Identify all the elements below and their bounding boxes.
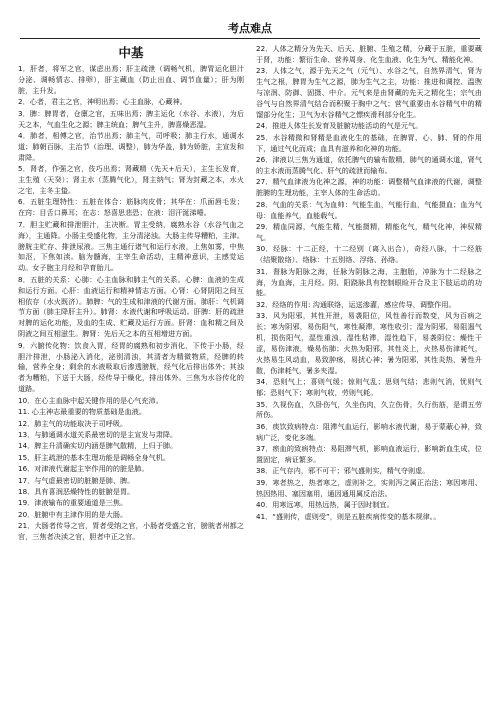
numbered-paragraph: 40．用寒远寒，用热远热，属于因时制宜。 <box>256 500 394 510</box>
numbered-paragraph: 21．大肠者传导之官，胃者受纳之官，小肠者受盛之官，膀胱者州都之官，三焦者决渎之官，胆者中正之官。 <box>18 521 244 542</box>
numbered-paragraph: 9．六腑传化物：饮食入胃，经胃的腐熟和初步消化，下传于小肠，经胆汁排泄，小肠泌入消化，泌别清浊，其清者为精微物质，经脾的转输，营养全身；剩余的水液吸取后渗透膀胱，经气化后排出体外；其浊者为糟粕，下送于大肠，经传导于燥化，排出体外。三焦为水谷传化的道路。 <box>18 340 244 394</box>
numbered-paragraph: 31．督脉为阳脉之海，任脉为阴脉之海，主胞胎，冲脉为十二经脉之海，为血海，主月经。阴、阳跷脉具有控制眼睑开合及主下肢运动的功能。 <box>256 266 482 298</box>
numbered-paragraph: 27．精气血津液为化神之源，神的功能：调整精气血津液的代谢，调整脏腑的生理功能，主宰人体的生命活动。 <box>256 177 482 198</box>
numbered-paragraph: 14．脾主升清确实切内涵是脾气散精，上归于肺。 <box>18 441 178 451</box>
numbered-paragraph: 41．“盛则传，虚则受”，则是五脏疾病传变的基本规律。。 <box>256 511 441 521</box>
numbered-paragraph: 20．脏腑中有主津作用的是大肠。 <box>18 509 128 519</box>
numbered-paragraph: 7．胆主贮藏和排泄胆汁，主决断。胃主受纳，腐熟水谷（水谷气血之海），主通降。小肠主受盛化物，主分清泌浊。大肠主传导糟粕，主津。膀胱主贮存、排泄尿液。三焦主通行诸气和运行水液，上焦如雾，中焦如沤，下焦如渎。脑为髓海，主宰生命活动，主精神意识，主感觉运动。女子胞主月经和孕育胎儿。 <box>18 219 244 273</box>
numbered-paragraph: 16．对津液代谢起主宰作用的的脏是肺。 <box>18 464 149 474</box>
numbered-paragraph: 37．瘀血的致病特点：易阻滞气机，影响血液运行，影响新血生成，位置固定，病证繁多。 <box>256 444 482 465</box>
right-column <box>256 44 482 522</box>
numbered-paragraph: 12．肺主气的功能取决于司呼吸。 <box>18 418 128 428</box>
numbered-paragraph: 26．津液以三焦为通道，依托脾气的输布散精，肺气的通调水道，肾气的主水液而蒸腾气化、肝气的疏泄而输布。 <box>256 155 482 175</box>
section-title: 中基 <box>118 45 144 60</box>
numbered-paragraph: 2．心者，君主之官，神明出焉；心主血脉，心藏神。 <box>18 97 187 107</box>
numbered-paragraph: 15．肝主疏泄的基本生理功能是调畅全身气机。 <box>18 452 170 462</box>
numbered-paragraph: 3．脾：脾胃者，仓廪之官，五味出焉；脾主运化（水谷、水液），为后天之本，气血生化之源；脾主统血；脾气主升，脾喜燥恶湿。 <box>18 108 244 129</box>
numbered-paragraph: 19．津液输布的重要通道是三焦。 <box>18 498 128 508</box>
numbered-paragraph: 5．肾者，作强之官，伎巧出焉；肾藏精（先天+后天），主生长发育，主生殖（天癸）；肾主水（蒸腾气化），肾主纳气；肾为封藏之本，水火之宅，主冬主蛰。 <box>18 164 244 195</box>
numbered-paragraph: 25．水谷精微和肾精是血液化生的基础，在脾胃、心、肺、肾的作用下，通过气化而成；血具有滋养和化神的功能。 <box>256 132 482 153</box>
left-paragraph-list <box>18 64 244 543</box>
numbered-paragraph: 39．寒者热之，热者寒之，虚则补之，实则泻之属正治法；寒因寒用、热因热用、塞因塞用，通因通用属反治法。 <box>256 477 482 498</box>
right-paragraph-list <box>256 44 482 522</box>
numbered-paragraph: 29．精血同源，气能生精，气能摄精，精能化气，精气化神，神驭精气。 <box>256 222 482 242</box>
numbered-paragraph: 11. 心主神志最重要的物质基础是血液。 <box>18 407 147 417</box>
numbered-paragraph: 24．推进人体生长发育及脏腑功能活动的气是元气。 <box>256 121 423 131</box>
numbered-paragraph: 6．五脏生理特性：五脏在体合：筋脉肉皮骨；其华在：爪面唇毛发；在窍：目舌口鼻耳；在志：怒喜思悲恐；在液：泪汗涎涕唾。 <box>18 197 244 218</box>
header-rule <box>20 38 480 39</box>
numbered-paragraph: 30．经脉：十二正经，十二经别（离入出合），奇经八脉，十二经筋（结聚散络）、络脉：十五别络、浮络、孙络。 <box>256 244 482 265</box>
numbered-paragraph: 35．久视伤血，久卧伤气，久坐伤肉，久立伤骨，久行伤筋，是谓五劳所伤。 <box>256 399 482 420</box>
document-title: 考点难点 <box>228 22 272 35</box>
numbered-paragraph: 38．正气存内，邪不可干；邪气盛则实，精气夺则虚。 <box>256 466 430 476</box>
numbered-paragraph: 22．人体之精分为先天、后天、脏腑、生殖之精，分藏于五脏，重要藏于肾，功能：繁衍生命、营养周身、化生血液、化生为气、精能化神。 <box>256 44 482 64</box>
numbered-paragraph: 32．经络的作用: 沟通联络，运送渗灌，感应传导，调整作用。 <box>256 299 456 309</box>
numbered-paragraph: 18．具有喜润恶燥特性的脏腑是胃。 <box>18 486 135 496</box>
numbered-paragraph: 23．人体之气，源于先天之气（元气）、水谷之气，自然界清气，肾为生气之根，脾胃为生气之源，肺为生气之主，功能：推进和调控、温煦与凉润、防御、固摄、中介。元气来是由肾藏的先天之精化生；宗气由谷气与自然界清气结合而积聚于胸中之气；营气重要由水谷精气中的精馏部分化生；卫气为水谷精气之慓疾滑利部分化生。 <box>256 66 482 119</box>
numbered-paragraph: 33．风为阳邪，其性开泄，易袭阳位，风性善行而数变，风为百病之长；寒为阴邪，易伤阳气，寒性凝滞，寒性收引；湿为阴邪，易阻遏气机，损伤阳气，湿性重浊，湿性粘滞，湿性趋下，易袭阴位；燥性干涩，易伤津液，燥易伤肺；火热为阳邪，其性炎上，火热易伤津耗气，火热易生风动血，易致肿疡，易扰心神；暑为阳邪，其性炎热，暑性升散，伤津耗气，暑多夹湿。 <box>256 311 482 375</box>
numbered-paragraph: 1．肝者，将军之官，谋虑出焉；肝主疏泄（调畅气机，脾胃运化胆汁分泌、调畅情志、排卵），肝主藏血（防止出血、调节血量）；肝为刚脏，主升发。 <box>18 64 244 95</box>
numbered-paragraph: 4．肺者，相傅之官，治节出焉；肺主气，司呼吸；肺主行水，通调水道；肺朝百脉，主治节（治理、调整），肺为华盖，肺为娇脏，主宣发和肃降。 <box>18 130 244 162</box>
numbered-paragraph: 36．痰饮致病特点：阻滞气血运行，影响水液代谢，易于蒙蔽心神，致病广泛，变化多端。 <box>256 421 482 442</box>
numbered-paragraph: 34．恐则气上；喜则气缓；惊则气乱；思则气结；悲则气消，忧则气郁；恐则气下；寒则气收，劳则气耗。 <box>256 377 482 398</box>
numbered-paragraph: 8．五脏的关系：心肺：心主血脉和肺主气的关系。心脾：血液的生成和运行方面。心肝：血液运行和精神情志方面。心肾：心肾阴阳之间互相依存（水火既济）。肺脾：气的生成和津液的代谢方面。肺肝：气机调节方面（肺主降肝主升）。肺肾：水液代谢和呼吸运动。肝脾：肝的疏泄对脾的运化功能，及血的生成、贮藏及运行方面。肝肾：血和精之间及阴液之间互相滋生。脾肾：先后天之本的互相增进方面。 <box>18 274 244 339</box>
left-column <box>18 44 244 543</box>
numbered-paragraph: 10．在心主血脉中起关键作用的是心气充沛。 <box>18 395 163 405</box>
numbered-paragraph: 17．与气虚最密切的脏腑是肺、脾。 <box>18 475 135 485</box>
numbered-paragraph: 13．与肺通调水道关系最密切的是主宣发与肃降。 <box>18 429 178 439</box>
numbered-paragraph: 28．气血的关系：气为血帅：气能生血，气能行血，气能摄血；血为气母：血能养气，血能载气。 <box>256 199 482 220</box>
